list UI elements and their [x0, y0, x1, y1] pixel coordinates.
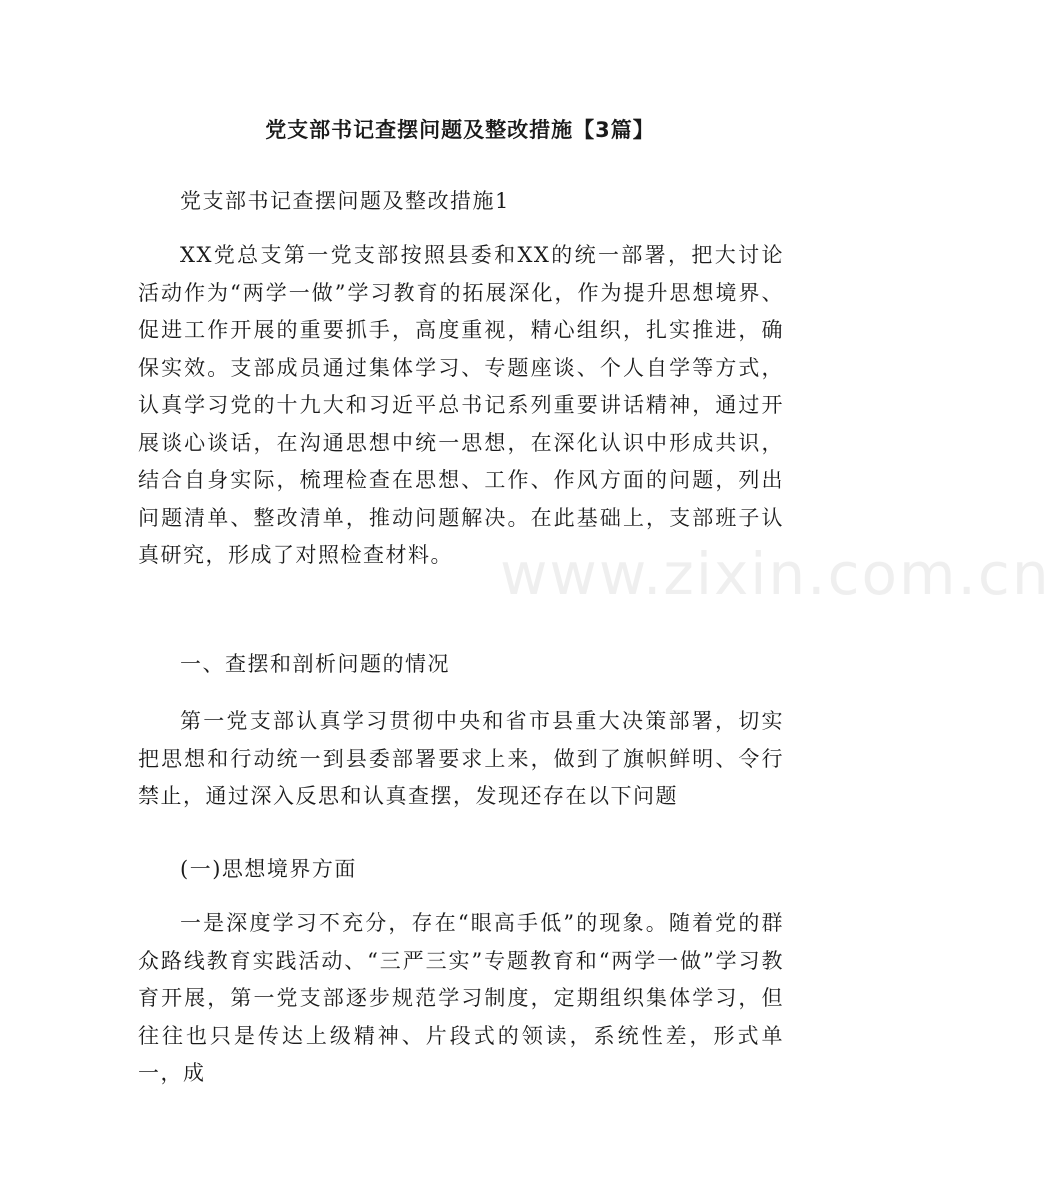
subsection-paragraph-1: 一是深度学习不充分，存在“眼高手低”的现象。随着党的群众路线教育实践活动、“三严三实”专题教育和“两学一做”学习教育开展，第一党支部逐步规范学习制度，定期组织集体学习，但往往也只是传达上级精神、片段式的领读，系统性差，形式单一，成: [138, 911, 784, 1085]
article-subtitle: 党支部书记查摆问题及整改措施1: [180, 189, 510, 213]
subsection-heading-1: (一)思想境界方面: [180, 857, 357, 881]
site-watermark: www.zixin.com.cn: [500, 540, 1051, 608]
intro-paragraph: XX党总支第一党支部按照县委和XX的统一部署，把大讨论活动作为“两学一做”学习教育的拓展深化，作为提升思想境界、促进工作开展的重要抓手，高度重视，精心组织，扎实推进，确保实效。支部成员通过集体学习、专题座谈、个人自学等方式，认真学习党的十九大和习近平总书记系列重要讲话精神，通过开展谈心谈话，在沟通思想中统一思想，在深化认识中形成共识，结合自身实际，梳理检查在思想、工作、作风方面的问题，列出问题清单、整改清单，推动问题解决。在此基础上，支部班子认真研究，形成了对照检查材料。: [138, 243, 784, 567]
section-heading-1: 一、查摆和剖析问题的情况: [180, 652, 450, 676]
document-title: 党支部书记查摆问题及整改措施【3篇】: [265, 118, 655, 142]
section-paragraph-1: 第一党支部认真学习贯彻中央和省市县重大决策部署，切实把思想和行动统一到县委部署要求上来，做到了旗帜鲜明、令行禁止，通过深入反思和认真查摆，发现还存在以下问题: [138, 709, 784, 808]
